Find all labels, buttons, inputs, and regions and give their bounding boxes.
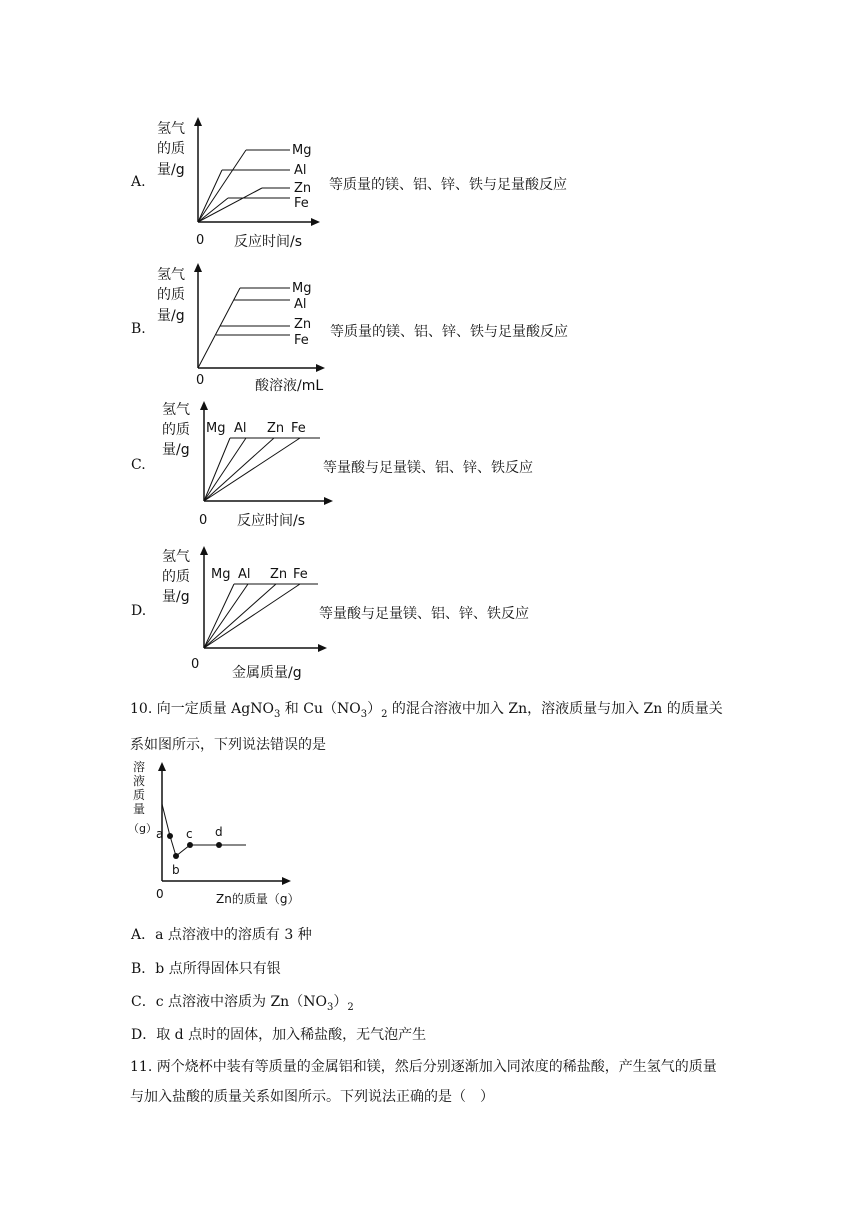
x-axis-label: 金属质量/g [232, 665, 302, 681]
option-description: 等量酸与足量镁、铝、锌、铁反应 [323, 460, 533, 476]
series-line-al [198, 170, 222, 222]
y-label-line: 的质 [162, 569, 190, 585]
series-label: Mg [292, 281, 312, 296]
y-label-line: 的质 [157, 287, 185, 303]
y-label-line: 的质 [162, 422, 190, 438]
series-label: Fe [294, 333, 309, 348]
point-label: c [186, 827, 193, 841]
graph-a [150, 112, 330, 252]
graph-q10 [128, 758, 308, 908]
y-label-line: 氢气 [162, 402, 190, 418]
answer-d: D．取 d 点时的固体，加入稀盐酸，无气泡产生 [131, 1027, 427, 1043]
y-label-line: （g） [128, 822, 157, 835]
y-label-line: 量/g [157, 162, 185, 178]
series-label: Mg [211, 567, 231, 582]
graph-b [150, 258, 350, 398]
series-line-fe [204, 438, 300, 501]
point-c [187, 842, 193, 848]
series-line-mg [204, 438, 230, 501]
y-label-line: 量/g [162, 589, 190, 605]
question-10 [130, 694, 730, 760]
y-label-line: 质 [133, 788, 146, 802]
y-label-line: 氢气 [157, 267, 185, 283]
solution-mass-curve [162, 804, 246, 856]
answer-c: C．c 点溶液中溶质为 $Zn(NO_3)_2$ [131, 994, 354, 1013]
question-number: 11. [130, 1059, 153, 1075]
y-label-line: 量/g [157, 308, 185, 324]
point-d [216, 842, 222, 848]
point-a [167, 833, 173, 839]
point-b [173, 853, 179, 859]
x-axis-label: 反应时间/s [234, 234, 303, 250]
question-number: 10. [130, 701, 153, 717]
series-label: Fe [291, 421, 306, 436]
series-label: Zn [294, 317, 312, 332]
series-line-fe [198, 198, 228, 222]
option-label: D. [131, 603, 147, 619]
y-label-line: 的质 [157, 141, 185, 157]
option-label: B. [131, 321, 146, 337]
series-label: Zn [267, 421, 285, 436]
x-axis-label: Zn的质量（g） [216, 892, 300, 906]
question-text: 两个烧杯中装有等质量的金属铝和镁，然后分别逐渐加入同浓度的稀盐酸，产生氢气的质量与加入盐酸的质量关系如图所示。下列说法正确的是（ ） [130, 1059, 717, 1105]
y-label-line: 氢气 [162, 549, 190, 565]
series-label: Fe [294, 196, 309, 211]
y-label-line: 溶 [133, 760, 146, 774]
series-label: Zn [294, 181, 312, 196]
origin-label: 0 [196, 233, 205, 248]
point-label: d [215, 825, 223, 839]
origin-label: 0 [156, 887, 164, 901]
origin-label: 0 [191, 657, 200, 672]
x-axis-label: 反应时间/s [237, 513, 306, 529]
series-line-zn [204, 438, 274, 501]
point-label: b [172, 863, 180, 877]
series-label: Al [234, 421, 247, 436]
series-line-zn [204, 584, 276, 648]
question-text: 向一定质量 AgNO$_3$ 和 $Cu(NO_3)_2$ 的混合溶液中加入 Zn，溶液质量与加入 Zn 的质量关系如图所示，下列说法错误的是 [130, 701, 723, 753]
point-label: a [156, 827, 164, 841]
y-label-line: 量 [133, 802, 146, 816]
origin-label: 0 [196, 373, 205, 388]
option-description: 等质量的镁、铝、锌、铁与足量酸反应 [330, 324, 568, 340]
series-label: Al [294, 297, 307, 312]
series-label: Al [238, 567, 251, 582]
series-label: Mg [292, 143, 312, 158]
answer-a: A．a 点溶液中的溶质有 3 种 [131, 927, 312, 943]
option-description: 等量酸与足量镁、铝、锌、铁反应 [319, 606, 529, 622]
option-description: 等质量的镁、铝、锌、铁与足量酸反应 [329, 177, 567, 193]
series-label: Fe [293, 567, 308, 582]
y-label-line: 量/g [162, 442, 190, 458]
option-label: A. [131, 174, 146, 190]
series-line-fe [204, 584, 300, 648]
graph-c [150, 395, 350, 535]
series-line-mg [198, 150, 246, 222]
y-label-line: 液 [133, 774, 146, 788]
series-label: Zn [270, 567, 288, 582]
option-label: C. [131, 457, 146, 473]
y-label-line: 氢气 [157, 121, 185, 137]
series-label: Al [294, 163, 307, 178]
answer-b: B．b 点所得固体只有银 [131, 961, 281, 977]
series-line-al [204, 584, 248, 648]
question-11 [130, 1052, 730, 1112]
x-axis-label: 酸溶液/mL [255, 378, 324, 394]
series-line-zn [198, 188, 262, 222]
origin-label: 0 [199, 513, 208, 528]
series-label: Mg [206, 421, 226, 436]
